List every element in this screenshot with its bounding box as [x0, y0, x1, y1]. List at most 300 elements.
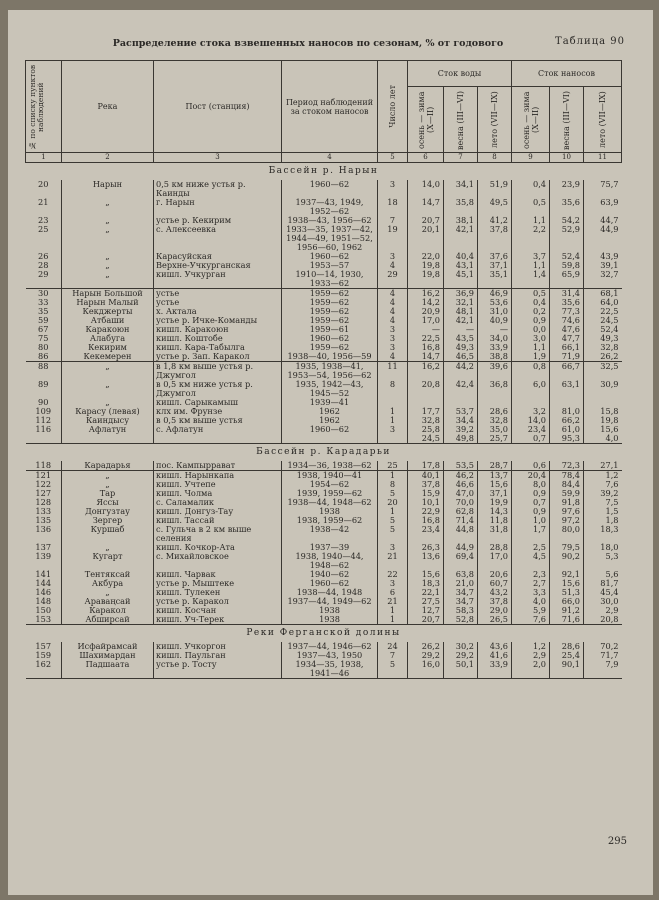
water-summer — [478, 316, 512, 325]
water-autumn-winter-value: 15,9 — [421, 489, 440, 498]
years-count: 4 — [378, 352, 408, 362]
sediment-spring — [550, 651, 584, 660]
years-count: 4 — [378, 289, 408, 299]
water-spring-value: 30,2 — [455, 642, 474, 651]
water-spring-value: 43,1 — [455, 261, 474, 270]
station-name: клх им. Фрунзе — [154, 407, 282, 416]
table-row — [26, 642, 622, 651]
sediment-spring — [550, 570, 584, 579]
station-number: 33 — [38, 298, 49, 307]
water-spring-value: 40,4 — [455, 252, 474, 261]
sediment-spring — [550, 615, 584, 625]
water-summer — [478, 597, 512, 606]
water-spring-value-second: 49,8 — [455, 433, 474, 443]
station-number: 23 — [38, 216, 49, 225]
river-name: „ — [62, 216, 154, 225]
sediment-spring-value: 80,0 — [561, 525, 581, 534]
river-name: Шахимардан — [62, 651, 154, 660]
water-autumn-winter — [408, 362, 444, 381]
water-summer — [478, 606, 512, 615]
sediment-spring-value: 97,6 — [561, 507, 581, 516]
sediment-summer — [584, 425, 622, 444]
sediment-autumn-winter-value: 7,6 — [532, 615, 547, 624]
sediment-spring-value: 81,0 — [561, 407, 581, 416]
sediment-spring-value: 28,6 — [561, 642, 581, 651]
sediment-spring-value: 52,4 — [561, 252, 581, 261]
river-name: Абширсай — [62, 615, 154, 625]
water-summer — [478, 398, 512, 407]
water-autumn-winter — [408, 498, 444, 507]
sediment-summer-value: 2,9 — [605, 606, 619, 615]
water-spring — [444, 216, 478, 225]
station-name: с. Афлатун — [154, 425, 282, 444]
sediment-spring — [550, 198, 584, 216]
water-autumn-winter — [408, 198, 444, 216]
table-row — [26, 525, 622, 543]
sediment-summer — [584, 579, 622, 588]
years-count: 21 — [378, 597, 408, 606]
sediment-spring-value: 92,1 — [561, 570, 581, 579]
water-autumn-winter-value-second: 24,5 — [421, 433, 440, 443]
sediment-autumn-winter — [512, 398, 550, 407]
sediment-summer-value: 22,5 — [600, 307, 619, 316]
sediment-summer-value: 7,9 — [605, 660, 619, 669]
station-number: 75 — [38, 334, 49, 343]
observation-period: 1938—44, 1948 — [282, 588, 378, 597]
water-autumn-winter-value: 14,7 — [421, 352, 440, 361]
sediment-autumn-winter-value: 2,3 — [532, 570, 547, 579]
sediment-spring — [550, 362, 584, 381]
sediment-spring-value: 59,9 — [561, 489, 581, 498]
sediment-summer — [584, 398, 622, 407]
station-number: 59 — [38, 316, 49, 325]
sediment-summer — [584, 461, 622, 471]
observation-period: 1939—41 — [282, 398, 378, 407]
river-name: „ — [62, 198, 154, 216]
sediment-summer — [584, 498, 622, 507]
water-autumn-winter — [408, 252, 444, 261]
water-autumn-winter-value: 16,8 — [421, 516, 440, 525]
sediment-autumn-winter — [512, 198, 550, 216]
station-name: в 1,8 км выше устья р. Джумгол — [154, 362, 282, 381]
river-name: Яссы — [62, 498, 154, 507]
sediment-summer-value: 32,5 — [600, 361, 619, 371]
table-row — [26, 552, 622, 570]
column-number: 7 — [444, 153, 478, 163]
water-autumn-winter-value: 13,6 — [421, 552, 440, 561]
basin-heading-row — [26, 625, 622, 643]
years-count: 7 — [378, 216, 408, 225]
observation-period: 1938 — [282, 606, 378, 615]
sediment-summer-value: 63,9 — [600, 198, 619, 207]
years-count: 3 — [378, 252, 408, 261]
water-spring — [444, 362, 478, 381]
years-count: 1 — [378, 407, 408, 416]
sediment-summer — [584, 588, 622, 597]
water-spring-value: 71,4 — [455, 516, 474, 525]
page-number: 295 — [607, 836, 627, 847]
sediment-spring — [550, 261, 584, 270]
sediment-autumn-winter — [512, 461, 550, 471]
sediment-spring-value: 66,7 — [561, 361, 581, 371]
sediment-summer-value: 44,9 — [600, 225, 619, 234]
water-autumn-winter-value: — — [431, 325, 440, 334]
years-count: 5 — [378, 525, 408, 543]
sediment-summer — [584, 480, 622, 489]
river-name: „ — [62, 362, 154, 381]
water-summer-value: 37,1 — [489, 261, 509, 270]
river-name: Араваңсай — [62, 597, 154, 606]
sediment-summer-value: 75,7 — [600, 180, 619, 189]
sediment-spring — [550, 180, 584, 198]
sediment-summer — [584, 334, 622, 343]
water-summer-value: 37,6 — [489, 252, 509, 261]
station-name: в 0,5 км выше устья — [154, 416, 282, 425]
sediment-spring-value: 35,6 — [561, 298, 581, 307]
years-count: 1 — [378, 615, 408, 625]
water-autumn-winter — [408, 298, 444, 307]
water-autumn-winter-value: 26,3 — [421, 543, 440, 552]
sediment-summer — [584, 407, 622, 416]
observation-period: 1960—62 — [282, 252, 378, 261]
col-header-water-summer: лето (VII—IX) — [478, 87, 512, 153]
table-row — [26, 334, 622, 343]
years-count: 19 — [378, 225, 408, 252]
observation-period: 1934—35, 1938, 1941—46 — [282, 660, 378, 679]
sediment-autumn-winter-value: 2,5 — [532, 543, 547, 552]
water-summer-value: 31,0 — [489, 307, 509, 316]
water-summer-value: 33,9 — [489, 660, 509, 669]
river-name: Кекджерты — [62, 307, 154, 316]
water-spring-value: 46,6 — [455, 480, 474, 489]
sediment-spring — [550, 480, 584, 489]
sediment-summer-value: 30,9 — [600, 380, 619, 389]
station-name: с. Алексеевка — [154, 225, 282, 252]
water-spring — [444, 615, 478, 625]
sediment-autumn-winter-value: 0,7 — [532, 498, 547, 507]
sediment-summer — [584, 525, 622, 543]
water-summer — [478, 216, 512, 225]
station-number: 67 — [38, 325, 49, 334]
station-name: кишл. Кара-Табылга — [154, 343, 282, 352]
sediment-autumn-winter — [512, 180, 550, 198]
table-row — [26, 180, 622, 198]
table-row — [26, 570, 622, 579]
sediment-spring-value: 47,6 — [561, 325, 581, 334]
sediment-spring — [550, 606, 584, 615]
sediment-summer-value: 18,3 — [600, 525, 619, 534]
years-count: 4 — [378, 316, 408, 325]
table-row — [26, 252, 622, 261]
station-name: кишл. Сарыкамыш — [154, 398, 282, 407]
observation-period: 1933—35, 1937—42, 1944—49, 1951—52, 1956—60, 1962 — [282, 225, 378, 252]
station-name: устье р. Кекирим — [154, 216, 282, 225]
sediment-summer — [584, 516, 622, 525]
water-autumn-winter-value: 22,1 — [421, 588, 440, 597]
sediment-autumn-winter — [512, 261, 550, 270]
table-row — [26, 507, 622, 516]
water-spring-value: 53,7 — [455, 407, 474, 416]
water-spring-value: 35,8 — [455, 198, 474, 207]
water-spring-value: 53,5 — [455, 461, 474, 470]
col-header-water-autumn: осень — зима (X—II) — [408, 87, 444, 153]
sediment-autumn-winter — [512, 270, 550, 289]
river-name: Акбура — [62, 579, 154, 588]
water-spring-value: 44,2 — [455, 361, 474, 371]
sediment-summer — [584, 198, 622, 216]
station-name: с. Гульча в 2 км выше селения — [154, 525, 282, 543]
sediment-spring-value: 23,9 — [561, 180, 581, 189]
sediment-summer — [584, 543, 622, 552]
observation-period: 1960—62 — [282, 579, 378, 588]
station-number: 21 — [38, 198, 49, 207]
river-name: Каракоюн — [62, 325, 154, 334]
water-autumn-winter-value: 40,1 — [421, 470, 440, 480]
station-name: кишл. Тассай — [154, 516, 282, 525]
years-count: 4 — [378, 298, 408, 307]
water-spring — [444, 334, 478, 343]
river-name: „ — [62, 225, 154, 252]
sediment-summer — [584, 651, 622, 660]
sediment-spring-value-second: 95,3 — [561, 433, 581, 443]
sediment-autumn-winter-value: 0,2 — [532, 307, 547, 316]
sediment-spring — [550, 270, 584, 289]
station-name: кишл. Коштобе — [154, 334, 282, 343]
sediment-autumn-winter — [512, 416, 550, 425]
sediment-spring — [550, 525, 584, 543]
sediment-summer — [584, 471, 622, 481]
sediment-autumn-winter — [512, 325, 550, 334]
years-count: 1 — [378, 471, 408, 481]
water-autumn-winter — [408, 597, 444, 606]
water-summer — [478, 325, 512, 334]
water-autumn-winter-value: 19,8 — [421, 261, 440, 270]
years-count: 6 — [378, 588, 408, 597]
sediment-spring — [550, 425, 584, 444]
column-number: 4 — [282, 153, 378, 163]
sediment-autumn-winter — [512, 225, 550, 252]
water-autumn-winter-value: 22,5 — [421, 334, 440, 343]
sediment-autumn-winter-value-second: 0,7 — [532, 433, 547, 443]
sediment-autumn-winter-value: 2,2 — [532, 225, 547, 234]
water-spring-value: 32,1 — [455, 298, 474, 307]
station-name: устье р. Мыштеке — [154, 579, 282, 588]
water-summer-value: 39,6 — [489, 361, 509, 371]
observation-period: 1959—61 — [282, 325, 378, 334]
table-row — [26, 660, 622, 679]
water-summer-value: 40,9 — [489, 316, 509, 325]
observation-period: 1962 — [282, 407, 378, 416]
years-count — [378, 398, 408, 407]
table-title: Распределение стока взвешенных наносов по сезонам, % от годового — [112, 38, 504, 49]
table-row — [26, 461, 622, 471]
water-summer — [478, 334, 512, 343]
water-summer — [478, 461, 512, 471]
observation-period: 1953—57 — [282, 261, 378, 270]
water-summer — [478, 380, 512, 398]
sediment-summer-value: 52,4 — [600, 325, 619, 334]
station-name: х. Актала — [154, 307, 282, 316]
water-autumn-winter-value: 14,7 — [421, 198, 440, 207]
sediment-spring-value: 59,8 — [561, 261, 581, 270]
sediment-spring-value: 47,7 — [561, 334, 581, 343]
river-name: „ — [62, 543, 154, 552]
water-autumn-winter-value: 25,8 — [421, 425, 440, 434]
water-spring — [444, 261, 478, 270]
observation-period: 1959—62 — [282, 307, 378, 316]
sediment-spring — [550, 316, 584, 325]
water-spring-value: 36,9 — [455, 288, 474, 298]
water-summer — [478, 543, 512, 552]
water-spring — [444, 507, 478, 516]
sediment-autumn-winter-value: 3,3 — [532, 588, 547, 597]
water-autumn-winter-value: 29,2 — [421, 651, 440, 660]
sediment-autumn-winter-value: 0,9 — [532, 316, 547, 325]
station-name: с. Михайловское — [154, 552, 282, 570]
water-summer-value-second: 25,7 — [489, 433, 509, 443]
station-number: 162 — [26, 660, 62, 679]
sediment-spring-value: 84,4 — [561, 480, 581, 489]
table-row — [26, 606, 622, 615]
water-spring-value: 34,7 — [455, 597, 474, 606]
col-header-sediment: Сток наносов — [512, 61, 622, 87]
station-number: 136 — [35, 525, 52, 534]
sediment-spring-value: 35,6 — [561, 198, 581, 207]
station-name: устье р. Тосту — [154, 660, 282, 679]
water-summer-value: 41,6 — [489, 651, 509, 660]
water-spring — [444, 270, 478, 289]
water-summer-value: 53,6 — [489, 298, 509, 307]
water-autumn-winter-value: 17,0 — [421, 316, 440, 325]
station-number: 30 — [38, 288, 49, 298]
water-spring — [444, 425, 478, 444]
table-row — [26, 579, 622, 588]
sediment-spring-value: 31,4 — [561, 288, 581, 298]
water-autumn-winter — [408, 343, 444, 352]
water-summer — [478, 261, 512, 270]
water-spring — [444, 180, 478, 198]
observation-period: 1939, 1959—62 — [282, 489, 378, 498]
sediment-spring-value: 91,8 — [561, 498, 581, 507]
sediment-autumn-winter-value: 8,0 — [532, 480, 547, 489]
basin-heading: Реки Ферганской долины — [246, 628, 401, 638]
river-name: Кекирим — [62, 343, 154, 352]
observation-period: 1938—40, 1956—59 — [282, 352, 378, 362]
river-name: Каиндысу — [62, 416, 154, 425]
water-summer — [478, 507, 512, 516]
years-count: 5 — [378, 489, 408, 498]
sediment-autumn-winter-value: 1,1 — [532, 343, 547, 352]
sediment-autumn-winter — [512, 552, 550, 570]
years-count: 1 — [378, 606, 408, 615]
sediment-spring-value: 63,1 — [561, 380, 581, 389]
water-autumn-winter-value: 22,9 — [421, 507, 440, 516]
water-summer-value: 46,9 — [489, 288, 509, 298]
table-row — [26, 407, 622, 416]
sediment-autumn-winter-value: 0,6 — [532, 461, 547, 470]
sediment-spring — [550, 343, 584, 352]
table-row — [26, 480, 622, 489]
water-autumn-winter — [408, 570, 444, 579]
sediment-summer — [584, 316, 622, 325]
sediment-autumn-winter-value: 3,7 — [532, 252, 547, 261]
water-spring-value: 44,9 — [455, 543, 474, 552]
column-number: 11 — [584, 153, 622, 163]
sediment-autumn-winter-value: 1,9 — [532, 352, 547, 361]
water-summer — [478, 289, 512, 299]
water-summer — [478, 416, 512, 425]
water-summer — [478, 570, 512, 579]
table-row — [26, 325, 622, 334]
water-autumn-winter-value: 16,0 — [421, 660, 440, 669]
water-autumn-winter — [408, 471, 444, 481]
sediment-autumn-winter — [512, 606, 550, 615]
sediment-autumn-winter-value: 1,1 — [532, 261, 547, 270]
sediment-summer — [584, 642, 622, 651]
col-header-sed-summer: лето (VII—IX) — [584, 87, 622, 153]
water-spring — [444, 660, 478, 679]
water-spring-value: — — [465, 325, 474, 334]
sediment-summer-value: 49,3 — [600, 334, 619, 343]
observation-period: 1937—43, 1950 — [282, 651, 378, 660]
water-spring — [444, 225, 478, 252]
sediment-autumn-winter — [512, 597, 550, 606]
water-summer — [478, 471, 512, 481]
station-name: Карасуйская — [154, 252, 282, 261]
station-name: кишл. Донгуз-Тау — [154, 507, 282, 516]
water-spring — [444, 352, 478, 362]
water-autumn-winter — [408, 552, 444, 570]
water-summer — [478, 525, 512, 543]
water-spring-value: 21,0 — [455, 579, 474, 588]
water-autumn-winter — [408, 416, 444, 425]
water-spring — [444, 498, 478, 507]
sediment-summer-value: 45,4 — [600, 588, 619, 597]
sediment-spring-value: 51,3 — [561, 588, 581, 597]
water-spring-value: 62,8 — [455, 507, 474, 516]
water-summer-value: 28,6 — [489, 407, 509, 416]
water-autumn-winter — [408, 507, 444, 516]
sediment-summer-value: 64,0 — [600, 298, 619, 307]
sediment-autumn-winter — [512, 334, 550, 343]
river-name: „ — [62, 252, 154, 261]
station-number: 139 — [35, 552, 52, 561]
sediment-autumn-winter — [512, 525, 550, 543]
table-row — [26, 289, 622, 299]
column-number: 3 — [154, 153, 282, 163]
water-autumn-winter — [408, 216, 444, 225]
water-summer — [478, 615, 512, 625]
water-spring — [444, 298, 478, 307]
water-summer-value: 37,8 — [489, 597, 509, 606]
table-row — [26, 416, 622, 425]
sediment-summer — [584, 225, 622, 252]
water-spring — [444, 461, 478, 471]
water-spring — [444, 579, 478, 588]
sediment-summer-value: 15,6 — [600, 425, 619, 434]
years-count: 3 — [378, 343, 408, 352]
sediment-summer-value: 26,2 — [600, 352, 619, 361]
station-number: 109 — [35, 407, 52, 416]
sediment-spring-value: 66,1 — [561, 343, 581, 352]
water-spring-value: 39,2 — [455, 425, 474, 434]
sediment-summer-value: 24,5 — [600, 316, 619, 325]
station-number: 89 — [38, 380, 49, 389]
sediment-autumn-winter — [512, 362, 550, 381]
sediment-summer — [584, 552, 622, 570]
station-number: 127 — [35, 489, 52, 498]
water-summer — [478, 552, 512, 570]
